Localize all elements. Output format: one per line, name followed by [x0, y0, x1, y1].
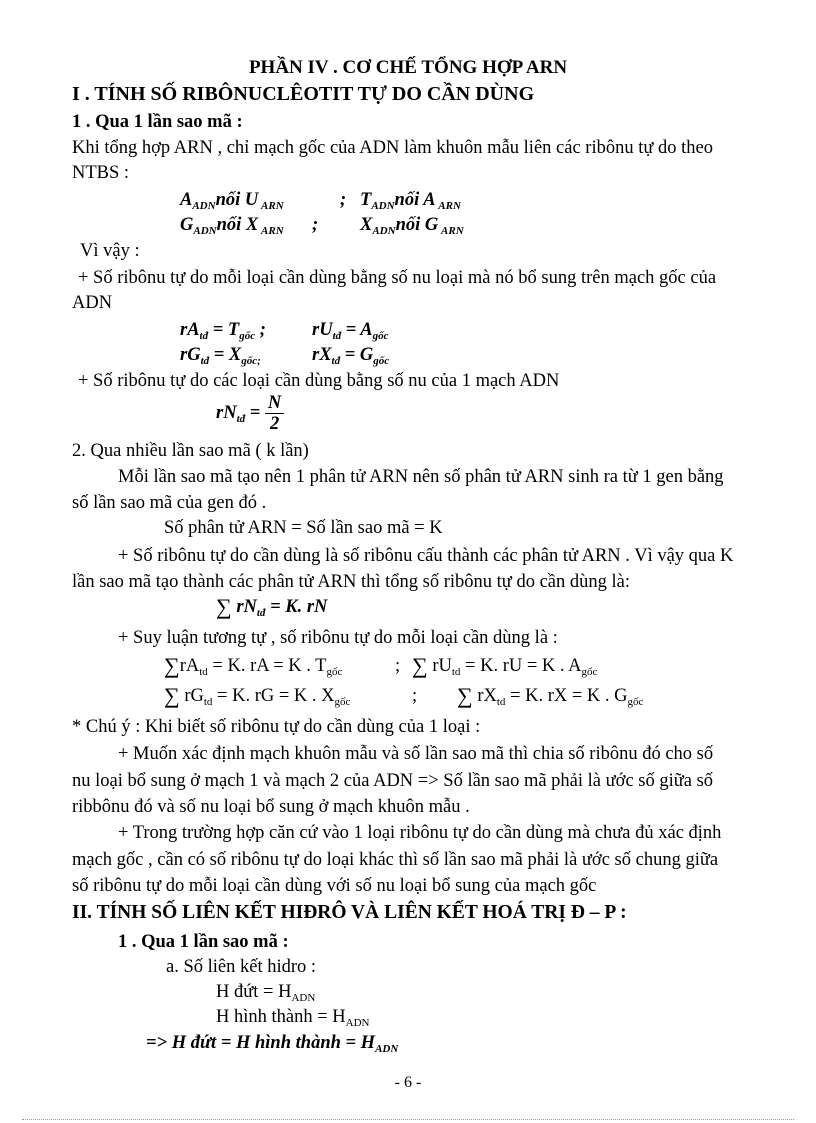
sum-icon: ∑: [164, 683, 180, 708]
bullet-line: + Số ribônu tự do các loại cần dùng bằng số nu của 1 mạch ADN: [78, 371, 560, 391]
note-line: mạch gốc , cần có số ribônu tự do loại khác thì số lần sao mã phải là ước số chung giữa: [72, 850, 719, 870]
pairing-formula-g-x: $G_{ADN}nối$ X $_{ARN}$: [180, 215, 284, 237]
note-heading: * Chú ý : Khi biết số ribônu tự do cần dùng của 1 loại :: [72, 717, 481, 737]
note-line: số ribônu tự do mỗi loại cần dùng với số nu loại bổ sung của mạch gốc: [72, 876, 597, 896]
formula-conclusion: => H đứt = H hình thành = $H_{ADN}$: [146, 1033, 399, 1055]
subsection-1-heading: 1 . Qua 1 lần sao mã :: [72, 112, 243, 132]
separator: ;: [395, 656, 401, 676]
note-line: + Trong trường hợp căn cứ vào 1 loại ribônu tự do cần dùng mà chưa đủ xác định: [118, 823, 722, 843]
paragraph-line: + Số ribônu tự do cần dùng là số ribônu cấu thành các phân tử ARN . Vì vậy qua K: [118, 546, 734, 566]
separator: ;: [312, 215, 319, 235]
subsection-heading: 1 . Qua 1 lần sao mã :: [118, 932, 289, 952]
paragraph-line: Mỗi lần sao mã tạo nên 1 phân tử ARN nên số phân tử ARN sinh ra từ 1 gen bằng: [118, 467, 724, 487]
note-line: + Muốn xác định mạch khuôn mẫu và số lần sao mã thì chia số ribônu đó cho số: [118, 744, 714, 764]
subsection-2-heading: 2. Qua nhiều lần sao mã ( k lần): [72, 441, 309, 461]
formula-sum-rn: ∑ $rN_{tđ} = K$. rN: [216, 594, 328, 619]
page-title: PHẦN IV . CƠ CHẾ TỔNG HỢP ARN: [248, 57, 568, 78]
section-2-heading: II. TÍNH SỐ LIÊN KẾT HIĐRÔ VÀ LIÊN KẾT HOÁ TRỊ Đ – P :: [72, 902, 627, 923]
formula-rn: $rN_{tđ}$ = $\frac{N}{2}$: [216, 393, 284, 439]
formula-ra: $rA_{tđ} = T_{gốc}$ ;: [180, 320, 266, 342]
sum-icon: ∑: [216, 594, 232, 619]
separator: ;: [412, 686, 418, 706]
formula-rg: $rG_{tđ} = X_{gốc;}$: [180, 345, 261, 367]
sum-icon: ∑: [412, 653, 428, 678]
separator: ;: [340, 190, 347, 210]
paragraph-line: Số phân tử ARN = Số lần sao mã = K: [164, 518, 443, 538]
formula-rx: $rX_{tđ} = G_{gốc}$: [312, 345, 390, 367]
formula-ru: $rU_{tđ} = A_{gốc}$: [312, 320, 389, 342]
paragraph-line: NTBS :: [72, 163, 130, 183]
paragraph-line: số lần sao mã của gen đó .: [72, 493, 267, 513]
bullet-line: ADN: [72, 293, 113, 313]
bottom-divider: [22, 1119, 794, 1120]
note-line: nu loại bổ sung ở mạch 1 và mạch 2 của ADN => Số lần sao mã phải là ước số giữa số: [72, 771, 714, 791]
paragraph-line: Khi tổng hợp ARN , chỉ mạch gốc của ADN làm khuôn mẫu liên các ribônu tự do theo: [72, 138, 713, 158]
paragraph-line: Vì vậy :: [80, 241, 140, 261]
paragraph-line: a. Số liên kết hidro :: [166, 957, 317, 977]
sum-icon: ∑: [457, 683, 473, 708]
formula-sum-rx: ∑ $rX_{td} = K$. rX = K . $G_{gốc}$: [457, 683, 644, 708]
note-line: ribbônu đó và số nu loại bổ sung ở mạch khuôn mẫu .: [72, 797, 470, 817]
formula-h-dut: H đứt = $H_{ADN}$: [216, 982, 316, 1004]
page-number: - 6 -: [394, 1074, 422, 1091]
paragraph-line: + Suy luận tương tự , số ribônu tự do mỗi loại cần dùng là :: [118, 628, 558, 648]
formula-h-hinh-thanh: H hình thành = $H_{ADN}$: [216, 1007, 370, 1029]
fraction: $\frac{N}{2}$: [265, 393, 284, 434]
section-1-heading: I . TÍNH SỐ RIBÔNUCLÊOTIT TỰ DO CẦN DÙNG: [72, 83, 535, 105]
bullet-line: + Số ribônu tự do mỗi loại cần dùng bằng số nu loại mà nó bổ sung trên mạch gốc của: [78, 268, 717, 288]
formula-sum-ra: $\sum rA_{td} = K$. rA = K . $T_{gốc}$: [164, 653, 343, 678]
paragraph-line: lần sao mã tạo thành các phân tử ARN thì tổng số ribônu tự do cần dùng là:: [72, 572, 630, 592]
pairing-formula-t-a: $T_{ADN}nối$ A $_{ARN}$: [360, 190, 461, 212]
sum-icon: ∑: [164, 653, 180, 678]
pairing-formula-x-g: $X_{ADN}nối$ G $_{ARN}$: [360, 215, 464, 237]
pairing-formula-a-u: $A_{ADN}nối$ U $_{ARN}$: [180, 190, 284, 212]
formula-sum-rg: ∑ $rG_{td} = K$. rG = K . $X_{gốc}$: [164, 683, 351, 708]
formula-sum-ru: ∑ $rU_{td} = K$. rU = K . $A_{gốc}$: [412, 653, 598, 678]
